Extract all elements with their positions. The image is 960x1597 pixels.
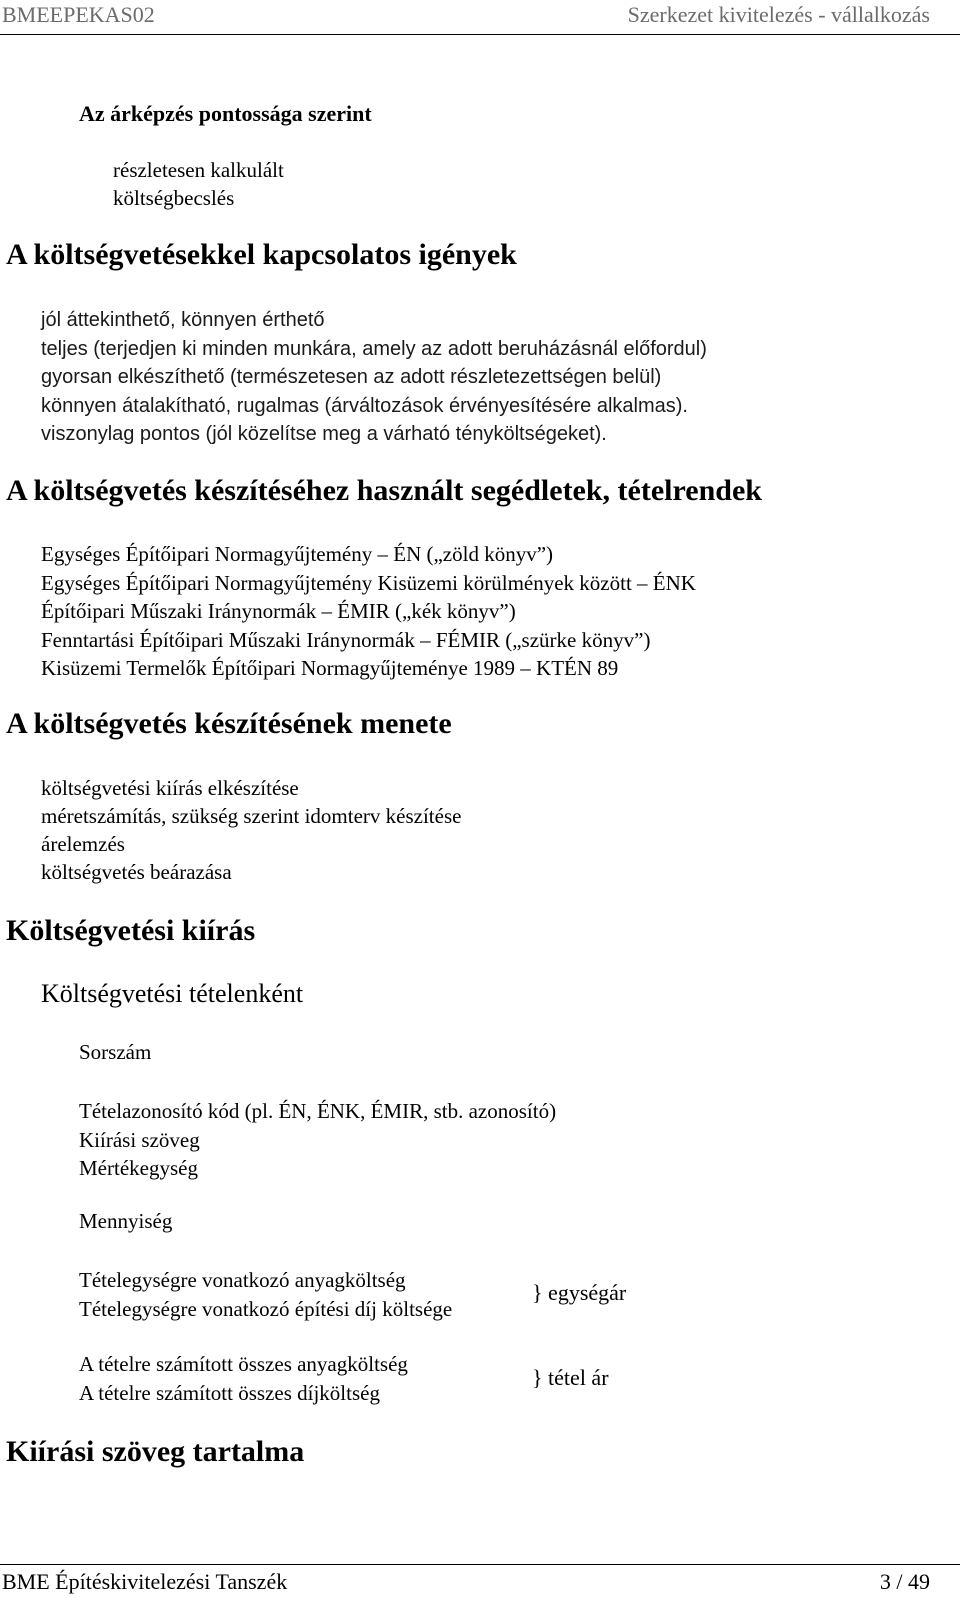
list-item: könnyen átalakítható, rugalmas (árváltozások érvényesítésére alkalmas). [41,394,688,417]
list-item: Kiírási szöveg [79,1127,200,1152]
process-list [41,774,461,886]
listing-subtitle: Költségvetési tételenként [41,979,304,1008]
list-item: Egységes Építőipari Normagyűjtemény – ÉN („zöld könyv”) [41,542,554,566]
text-content-heading: Kiírási szöveg tartalma [6,1435,305,1468]
list-item: Tételegységre vonatkozó anyagköltség [79,1268,406,1292]
process-heading: A költségvetés készítésének menete [6,707,452,740]
quantity-label: Mennyiség [79,1209,173,1233]
listing-heading: Költségvetési kiírás [6,914,256,947]
list-item: teljes (terjedjen ki minden munkára, amely az adott beruházásnál előfordul) [41,337,707,360]
footer-department: BME Építéskivitelezési Tanszék [2,1569,288,1594]
list-item: Mértékegység [79,1156,198,1180]
list-item: méretszámítás, szükség szerint idomterv készítése [41,804,462,828]
requirements-heading: A költségvetésekkel kapcsolatos igények [6,238,517,271]
header-course-title: Szerkezet kivitelezés - vállalkozás [627,2,930,27]
list-item: Egységes Építőipari Normagyűjtemény Kisüzemi körülmények között – ÉNK [41,570,696,595]
precision-heading: Az árképzés pontossága szerint [79,101,372,126]
aids-heading: A költségvetés készítéséhez használt segédletek, tételrendek [6,474,762,507]
list-item: gyorsan elkészíthető (természetesen az adott részletezettségen belül) [41,366,662,388]
list-item: árelemzés [41,832,125,856]
item-number-label: Sorszám [79,1040,152,1064]
listing-group-a [79,1097,556,1183]
aids-list [41,540,696,683]
list-item: Fenntartási Építőipari Műszaki Iránynormák – FÉMIR („szürke könyv”) [41,627,651,652]
item-price-brace-label: } tétel ár [532,1365,609,1390]
footer-rule [0,1564,960,1565]
list-item: jól áttekinthető, könnyen érthető [41,309,325,331]
list-item: Építőipari Műszaki Iránynormák – ÉMIR („kék könyv”) [41,599,516,623]
unit-price-brace-label: } egységár [532,1280,627,1305]
list-item: Kisüzemi Termelők Építőipari Normagyűjteménye 1989 – KTÉN 89 [41,656,619,680]
list-item: A tételre számított összes anyagköltség [79,1352,408,1376]
list-item: részletesen kalkulált [113,158,284,182]
precision-list [113,156,284,212]
list-item: A tételre számított összes díjköltség [79,1380,380,1405]
list-item: Tételegységre vonatkozó építési díj költsége [79,1296,453,1321]
header-rule [0,34,960,35]
unit-price-lines [79,1266,452,1323]
list-item: költségvetés beárazása [41,860,232,884]
footer-page-number: 3 / 49 [879,1569,930,1594]
list-item: Tételazonosító kód (pl. ÉN, ÉNK, ÉMIR, stb. azonosító) [79,1099,557,1123]
list-item: költségbecslés [113,186,235,210]
header-course-code: BMEEPEKAS02 [2,2,155,27]
list-item: viszonylag pontos (jól közelítse meg a várható tényköltségeket). [41,423,607,445]
item-price-lines [79,1350,408,1407]
list-item: költségvetési kiírás elkészítése [41,776,299,800]
requirements-list [41,306,707,449]
